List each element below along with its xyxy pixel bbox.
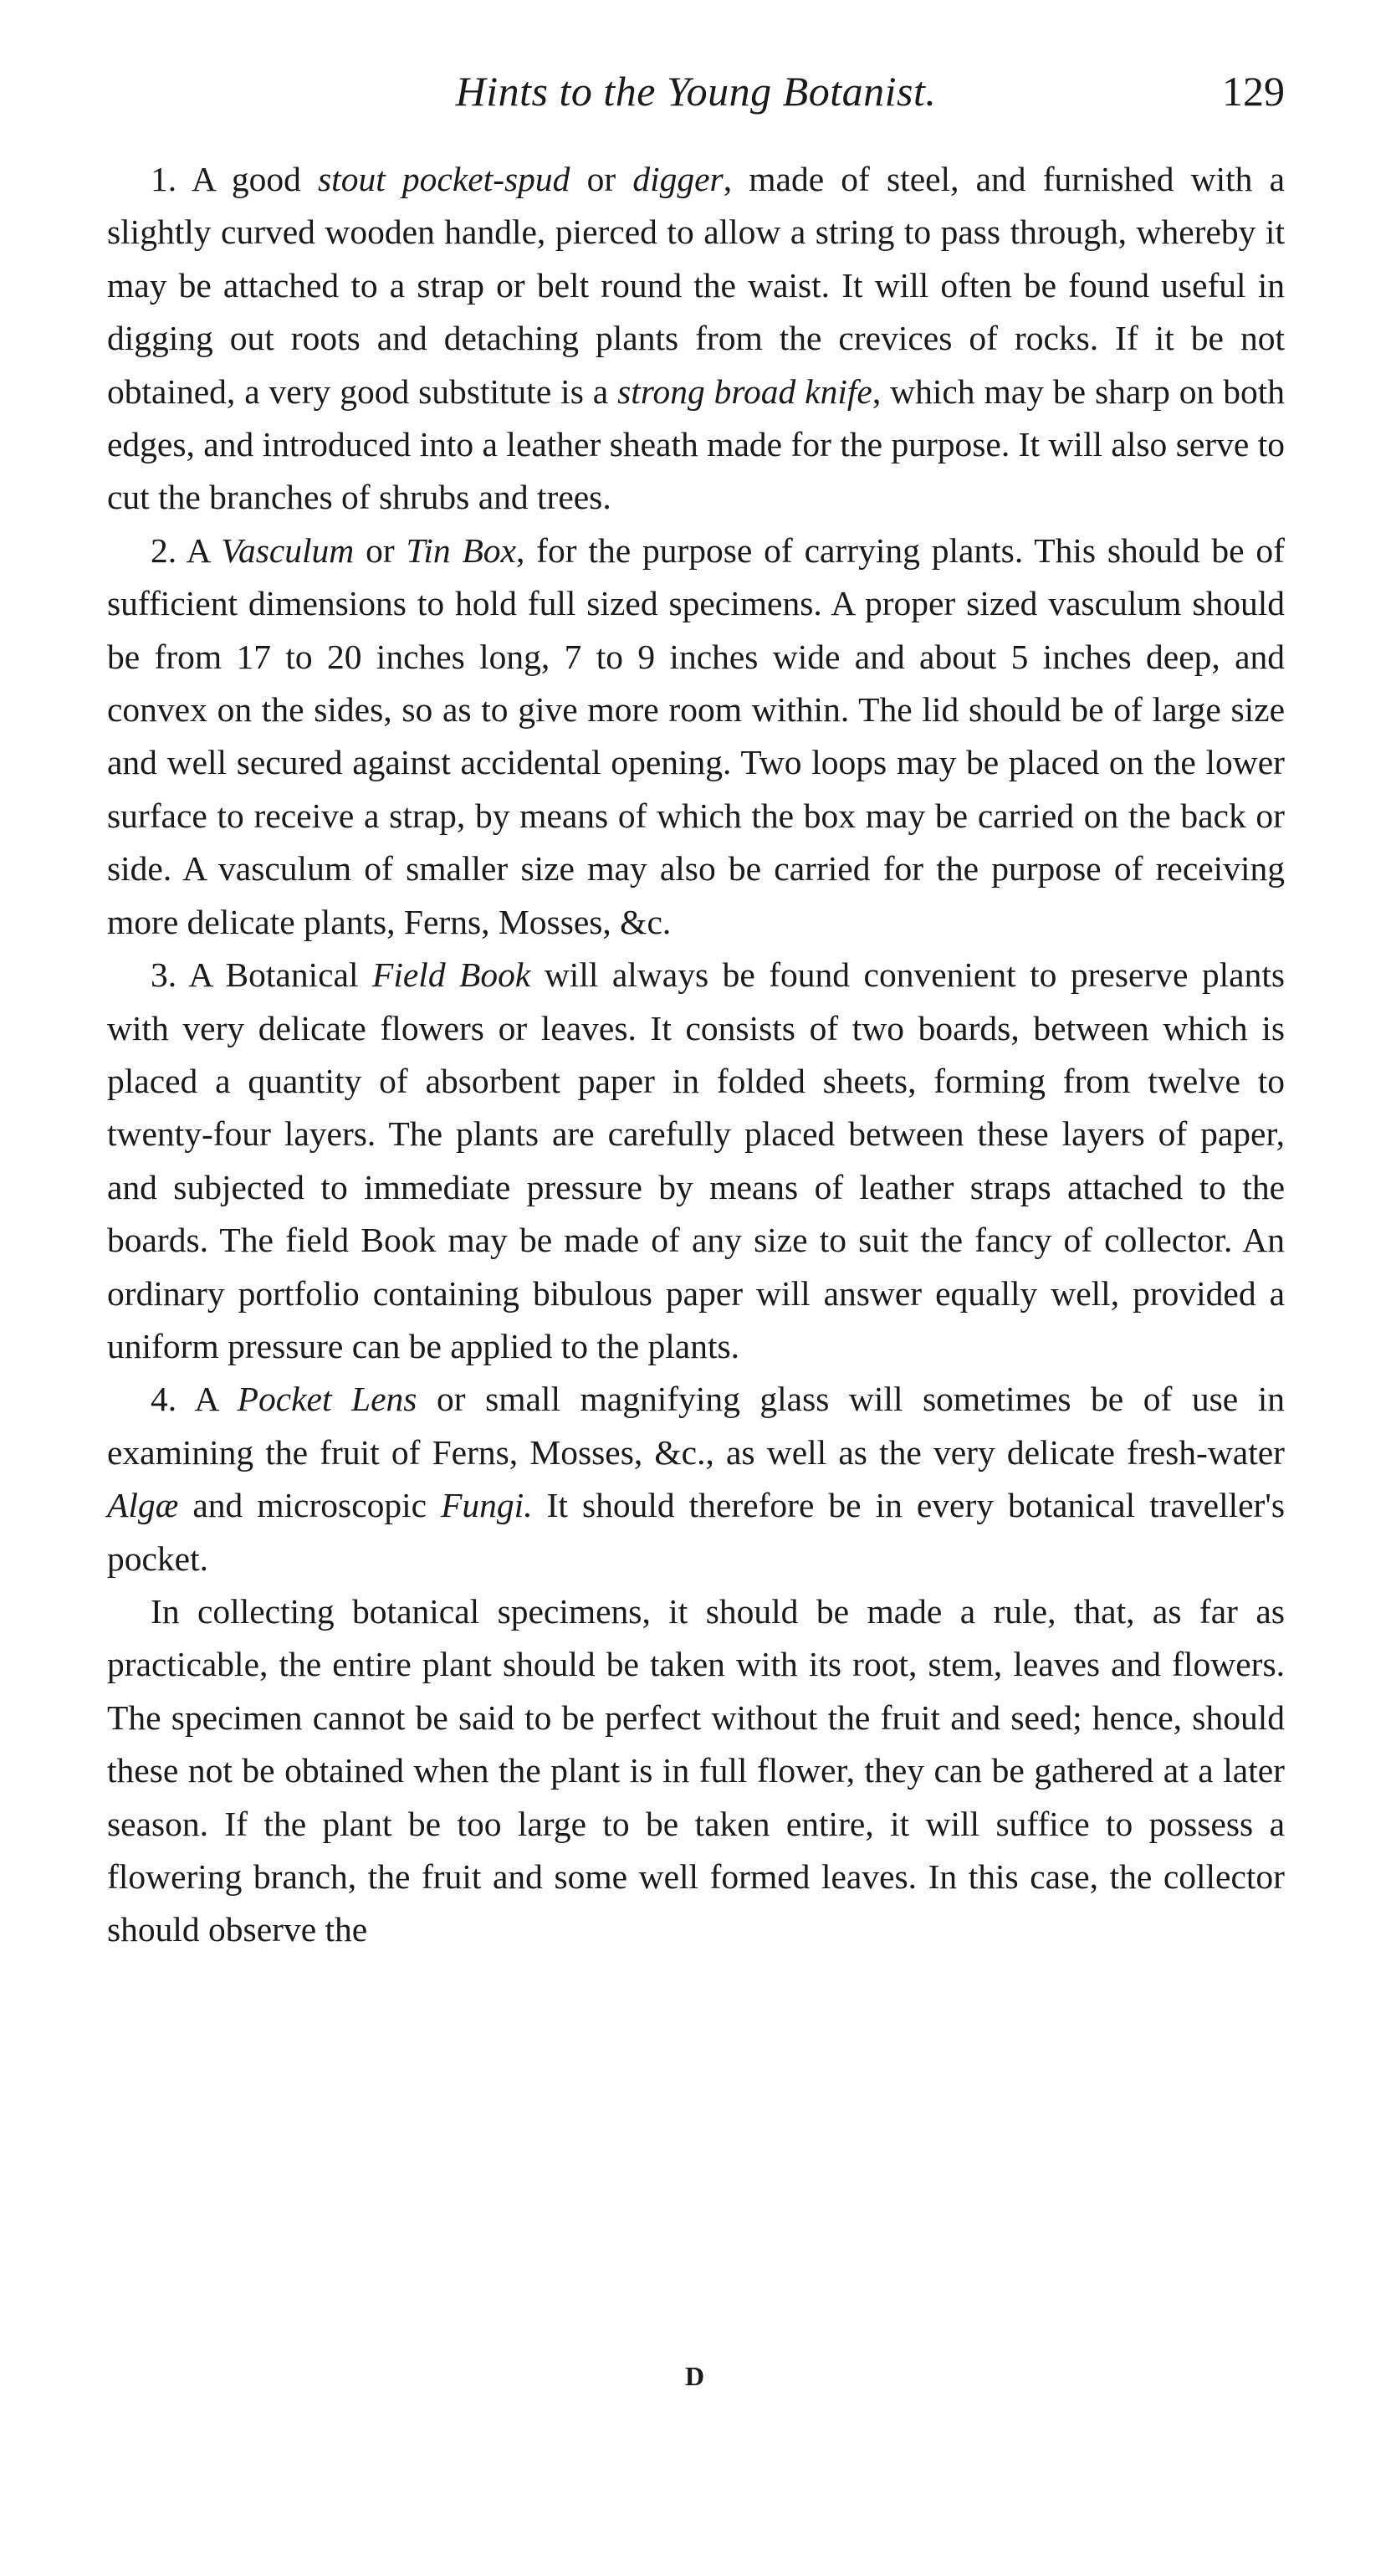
italic-term: Field Book: [372, 955, 531, 995]
text-run: 2. A: [151, 530, 222, 570]
text-run: , for the purpose of carrying plants. This should be of sufficient dimensions to hold full sized specimens. A proper sized vasculum should be from 17 to 20 inches long, 7 to 9 inches wide and about 5 inches deep, and convex on the sides, so as to give more room within. The lid should be of large size and well secured against accidental opening. Two loops may be placed on the lower surface to receive a strap, by means of which the box may be carried on the back or side. A vasculum of smaller size may also be carried for the purpose of receiving more delicate plants, Ferns, Mosses, &c.: [107, 530, 1286, 941]
page-number: 129: [1222, 68, 1285, 115]
paragraph-pocket-lens: [107, 1373, 1285, 1585]
text-run: 4. A: [151, 1380, 238, 1419]
text-run: In collecting botanical specimens, it should be made a rule, that, as far as practicable, the entire plant should be taken with its root, stem, leaves and flowers. The specimen cannot be said to be perfect without the fruit and seed; hence, should these not be obtained when the plant is in full flower, they can be gathered at a later season. If the plant be too large to be taken entire, it will suffice to possess a flowering branch, the fruit and some well formed leaves. In this case, the collector should observe the: [107, 1591, 1285, 1949]
italic-term: strong broad knife: [617, 371, 872, 411]
text-run: , which may be sharp on both edges, and introduced into a leather sheath made for the purpose. It will also serve to cut the branches of shrubs and trees.: [107, 371, 1285, 517]
text-run: will always be found convenient to preserve plants with very delicate flowers or leaves. It consists of two boards, between which is placed a quantity of absorbent paper in folded sheets, forming from twelve to twenty-four layers. The plants are carefully placed between these layers of paper, and subjected to immediate pressure by means of leather straps attached to the boards. The field Book may be made of any size to suit the fancy of collector. An ordinary portfolio containing bibulous paper will answer equally well, provided a uniform pressure can be applied to the plants.: [107, 955, 1286, 1365]
text-run: 3. A Botanical: [151, 955, 372, 995]
italic-term: Fungi.: [441, 1486, 533, 1525]
running-title: Hints to the Young Botanist.: [455, 68, 937, 115]
text-run: and microscopic: [178, 1486, 442, 1525]
italic-term: stout pocket-spud: [318, 160, 570, 198]
running-head: [107, 62, 1285, 120]
text-run: It should therefore be in every botanical traveller's pocket.: [107, 1486, 1285, 1578]
text-run: 1. A good: [151, 160, 319, 198]
italic-term: Algæ: [107, 1486, 179, 1525]
italic-term: Vasculum: [221, 530, 355, 570]
paragraph-pocket-spud: [107, 153, 1285, 525]
italic-term: digger: [632, 160, 724, 198]
signature-mark: D: [684, 2361, 707, 2391]
text-run: or: [570, 160, 633, 198]
text-run: , made of steel, and furnished with a slightly curved wooden handle, pierced to allow a string to pass through, whereby it may be attached to a strap or belt round the waist. It will often be found useful in digging out roots and detaching plants from the crevices of rocks. If it be not obtained, a very good substitute is a: [107, 160, 1285, 411]
text-run: or: [354, 530, 407, 570]
italic-term: Pocket Lens: [237, 1380, 417, 1419]
paragraph-vasculum: [107, 525, 1285, 949]
paragraph-collecting-specimens: [107, 1585, 1285, 1957]
body-text: [107, 153, 1285, 1957]
paragraph-field-book: [107, 949, 1285, 1373]
italic-term: Tin Box: [406, 530, 516, 570]
text-run: or small magnifying glass will sometimes be of use in examining the fruit of Ferns, Mosses, &c., as well as the very delicate fresh-water: [107, 1380, 1286, 1472]
